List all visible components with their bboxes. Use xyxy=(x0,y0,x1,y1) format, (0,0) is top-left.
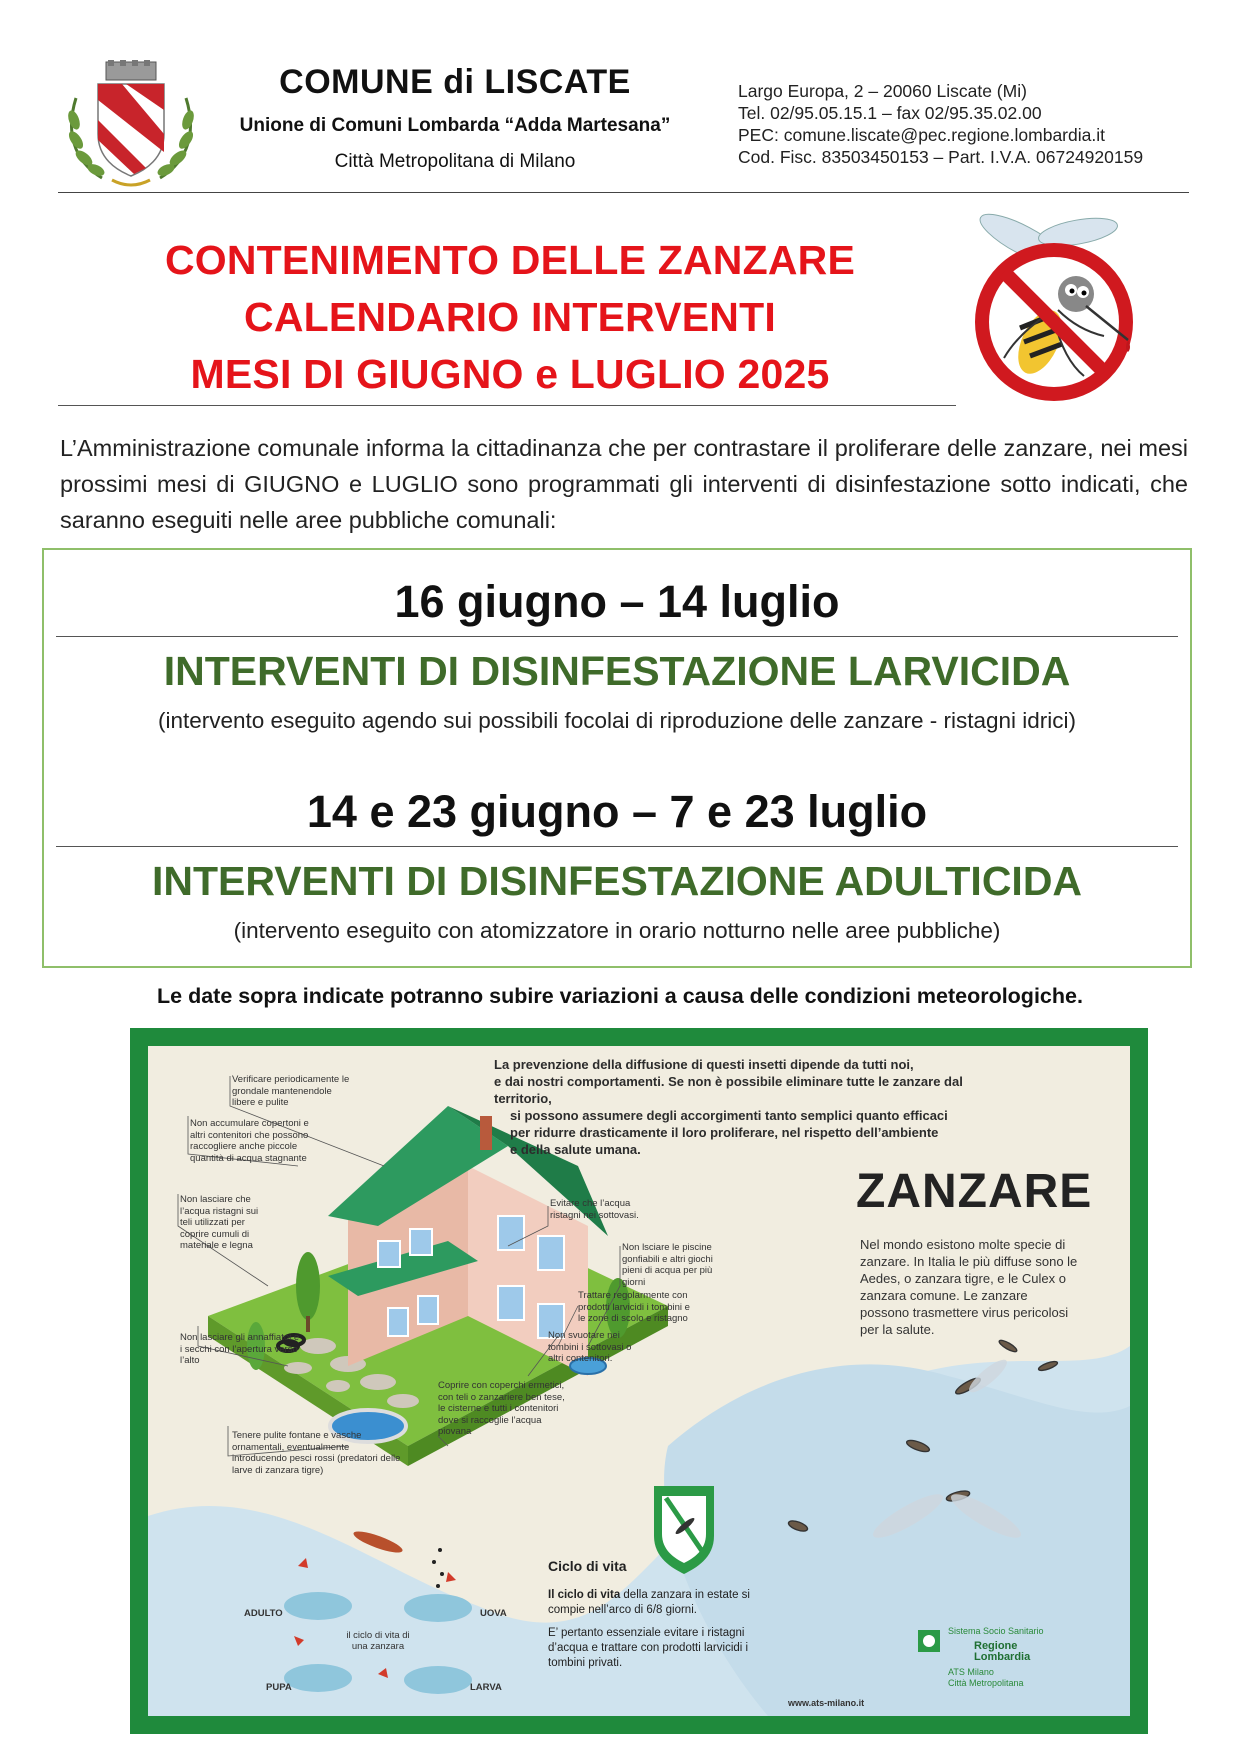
larvicide-heading: INTERVENTI DI DISINFESTAZIONE LARVICIDA xyxy=(163,648,1071,694)
ats-poster xyxy=(130,1028,1148,1734)
lifecycle-text-1: della zanzara in estate si compie nell’arco di 6/8 giorni. xyxy=(548,1589,750,1616)
stage-larva: LARVA xyxy=(470,1682,502,1693)
poster-intro-line: La prevenzione della diffusione di questi insetti dipende da tutti noi, xyxy=(494,1057,914,1072)
tip-covers: Coprire con coperchi ermetici, con teli o zanzariere ben tese, le cisterne e tutti i contenitori dove si raccoglie l’acqua piovana xyxy=(438,1380,565,1437)
adulticide-dates: 14 e 23 giugno – 7 e 23 luglio xyxy=(306,786,928,837)
adulticide-note: (intervento eseguito con atomizzatore in orario notturno nelle aree pubbliche) xyxy=(233,918,1001,943)
document-title xyxy=(80,232,940,403)
lifecycle-title: Ciclo di vita xyxy=(548,1558,627,1574)
divider xyxy=(56,846,1178,847)
municipality-name: COMUNE di LISCATE xyxy=(279,63,631,101)
lifecycle-center-label: il ciclo di vita di una zanzara xyxy=(346,1630,410,1652)
divider xyxy=(56,636,1178,637)
ats-system: Sistema Socio Sanitario xyxy=(948,1626,1044,1636)
stage-adulto: ADULTO xyxy=(244,1608,283,1619)
larvicide-note: (intervento eseguito agendo sui possibili focolai di riproduzione delle zanzare - ristagni idrici) xyxy=(158,708,1076,733)
title-line-1: CONTENIMENTO DELLE ZANZARE xyxy=(164,237,856,283)
poster-intro-line: e della salute umana. xyxy=(510,1142,641,1157)
poster-intro-line: si possono assumere degli accorgimenti tanto semplici quanto efficaci xyxy=(510,1108,948,1123)
lifecycle-bold: Il ciclo di vita xyxy=(548,1589,621,1601)
title-line-2: CALENDARIO INTERVENTI xyxy=(244,294,776,340)
union-name: Unione di Comuni Lombarda “Adda Martesana” xyxy=(239,115,671,136)
intro-paragraph: L’Amministrazione comunale informa la cittadinanza che per contrastare il proliferare delle zanzare, nei mesi prossimi mesi di GIUGNO e LUGLIO sono programmati gli interventi di disinfestazione sotto indicati, che saranno eseguiti nelle aree pubbliche comunali: xyxy=(60,435,1188,533)
tip-watering-cans: Non lasciare gli annaffiatoi e i secchi con l’apertura verso l’alto xyxy=(180,1332,300,1366)
stage-uova: UOVA xyxy=(480,1608,507,1619)
ats-region-1: Regione xyxy=(974,1640,1018,1652)
ats-logo xyxy=(948,1626,1098,1689)
poster-intro xyxy=(494,1056,994,1158)
header-divider xyxy=(58,192,1189,193)
tip-tarps: Non lasciare che l’acqua ristagni sui teli utilizzati per coprire cumuli di materiale e legna xyxy=(180,1194,259,1251)
tip-fountains: Tenere pulite fontane e vasche ornamentali, eventualmente introducendo pesci rossi (predatori delle larve di zanzara tigre) xyxy=(232,1430,401,1476)
poster-heading: ZANZARE xyxy=(856,1165,1093,1218)
lifecycle-text-2: E’ pertanto essenziale evitare i ristagni d’acqua e trattare con prodotti larvicidi i tombini privati. xyxy=(548,1627,749,1669)
lifecycle-text xyxy=(548,1588,758,1671)
poster-intro-line: e dai nostri comportamenti. Se non è possibile eliminare tutte le zanzare dal territorio, xyxy=(494,1074,963,1106)
address: Largo Europa, 2 – 20060 Liscate (Mi) xyxy=(738,81,1027,101)
tip-tires: Non accumulare copertoni e altri contenitori che possono raccogliere anche piccole quantità di acqua stagnante xyxy=(190,1118,309,1164)
metropolitan-city: Città Metropolitana di Milano xyxy=(334,151,576,172)
tip-gutters: Verificare periodicamente le grondale mantenendole libere e pulite xyxy=(232,1074,350,1108)
tip-no-emptying: Non svuotare nei tombini i sottovasi o altri contenitori. xyxy=(548,1330,632,1364)
ats-region-2: Lombardia xyxy=(974,1651,1031,1663)
pec-email: PEC: comune.liscate@pec.regione.lombardia.it xyxy=(738,125,1105,145)
contact-info xyxy=(738,80,1208,168)
poster-content xyxy=(148,1046,1130,1716)
weather-warning: Le date sopra indicate potranno subire variazioni a causa delle condizioni meteorologiche. xyxy=(157,984,1083,1008)
tip-drains: Trattare regolarmente con prodotti larvicidi i tombini e le zone di scolo e ristagno xyxy=(578,1290,690,1324)
schedule-box xyxy=(42,548,1192,968)
municipal-crest-logo xyxy=(62,60,200,192)
tip-saucers: Evitare che l’acqua ristagni nei sottovasi. xyxy=(550,1198,639,1221)
ats-name-1: ATS Milano xyxy=(948,1667,994,1677)
fiscal-code: Cod. Fisc. 83503450153 – Part. I.V.A. 06724920159 xyxy=(738,147,1144,167)
no-mosquito-sign-icon xyxy=(968,210,1138,410)
title-line-3: MESI DI GIUGNO e LUGLIO 2025 xyxy=(190,351,830,397)
adulticide-heading: INTERVENTI DI DISINFESTAZIONE ADULTICIDA xyxy=(151,858,1083,904)
poster-intro-line: per ridurre drasticamente il loro proliferare, nel rispetto dell’ambiente xyxy=(510,1125,939,1140)
tip-pools: Non lsciare le piscine gonfiabili e altri giochi pieni di acqua per più giorni xyxy=(622,1242,713,1288)
poster-description: Nel mondo esistono molte specie di zanzare. In Italia le più diffuse sono le Aedes, o zanzara tigre, e le Culex o zanzara comune. Le zanzare possono trasmettere virus pericolosi per la salute. xyxy=(860,1237,1078,1337)
stage-pupa: PUPA xyxy=(266,1682,292,1693)
ats-website: www.ats-milano.it xyxy=(788,1698,865,1708)
larvicide-dates: 16 giugno – 14 luglio xyxy=(394,576,840,627)
ats-name-2: Città Metropolitana xyxy=(948,1678,1024,1688)
phone-fax: Tel. 02/95.05.15.1 – fax 02/95.35.02.00 xyxy=(738,103,1042,123)
title-divider xyxy=(58,405,956,406)
header-center xyxy=(220,62,690,174)
